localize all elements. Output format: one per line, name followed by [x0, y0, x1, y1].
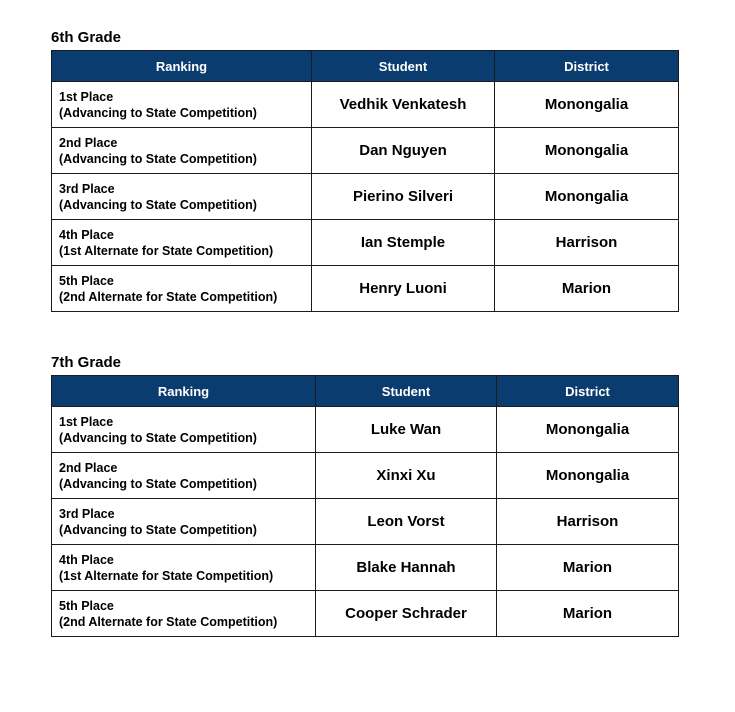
place-label: 5th Place: [59, 598, 114, 613]
district-cell: Harrison: [495, 220, 679, 266]
table-row: [52, 453, 679, 499]
place-note: (1st Alternate for State Competition): [59, 568, 274, 583]
table-row: [52, 545, 679, 591]
grade-7-table: [51, 375, 679, 637]
ranking-cell: [52, 220, 312, 266]
header-ranking: Ranking: [52, 376, 316, 407]
header-student: Student: [316, 376, 497, 407]
place-label: 2nd Place: [59, 460, 118, 475]
header-district: District: [495, 51, 679, 82]
place-label: 4th Place: [59, 227, 114, 242]
header-ranking: Ranking: [52, 51, 312, 82]
place-label: 2nd Place: [59, 135, 118, 150]
ranking-cell: [52, 499, 316, 545]
place-label: 5th Place: [59, 273, 114, 288]
place-label: 3rd Place: [59, 181, 115, 196]
place-note: (Advancing to State Competition): [59, 476, 257, 491]
ranking-cell: [52, 128, 312, 174]
place-note: (2nd Alternate for State Competition): [59, 614, 278, 629]
district-cell: Monongalia: [497, 407, 679, 453]
grade-6-title: 6th Grade: [51, 29, 122, 46]
table-row: [52, 174, 679, 220]
place-note: (2nd Alternate for State Competition): [59, 289, 278, 304]
table-header-row: [52, 51, 679, 82]
table-row: [52, 499, 679, 545]
district-cell: Monongalia: [495, 82, 679, 128]
header-district: District: [497, 376, 679, 407]
district-cell: Monongalia: [495, 128, 679, 174]
table-row: [52, 128, 679, 174]
grade-7-title: 7th Grade: [51, 354, 122, 371]
table-header-row: [52, 376, 679, 407]
ranking-cell: [52, 591, 316, 637]
ranking-cell: [52, 407, 316, 453]
table-row: [52, 591, 679, 637]
ranking-cell: [52, 545, 316, 591]
ranking-cell: [52, 82, 312, 128]
student-cell: Luke Wan: [316, 407, 497, 453]
district-cell: Harrison: [497, 499, 679, 545]
place-label: 3rd Place: [59, 506, 115, 521]
student-cell: Dan Nguyen: [312, 128, 495, 174]
table-row: [52, 82, 679, 128]
grade-6-section: [51, 28, 678, 312]
student-cell: Cooper Schrader: [316, 591, 497, 637]
grade-6-table: [51, 50, 679, 312]
place-note: (Advancing to State Competition): [59, 151, 257, 166]
district-cell: Marion: [497, 545, 679, 591]
district-cell: Marion: [495, 266, 679, 312]
student-cell: Ian Stemple: [312, 220, 495, 266]
table-row: [52, 407, 679, 453]
district-cell: Monongalia: [497, 453, 679, 499]
grade-7-section: [51, 353, 678, 637]
ranking-cell: [52, 453, 316, 499]
place-note: (Advancing to State Competition): [59, 522, 257, 537]
header-student: Student: [312, 51, 495, 82]
table-row: [52, 266, 679, 312]
place-note: (Advancing to State Competition): [59, 105, 257, 120]
place-note: (1st Alternate for State Competition): [59, 243, 274, 258]
district-cell: Marion: [497, 591, 679, 637]
table-row: [52, 220, 679, 266]
ranking-cell: [52, 174, 312, 220]
place-label: 1st Place: [59, 414, 114, 429]
place-note: (Advancing to State Competition): [59, 430, 257, 445]
district-cell: Monongalia: [495, 174, 679, 220]
student-cell: Henry Luoni: [312, 266, 495, 312]
place-note: (Advancing to State Competition): [59, 197, 257, 212]
ranking-cell: [52, 266, 312, 312]
student-cell: Xinxi Xu: [316, 453, 497, 499]
student-cell: Pierino Silveri: [312, 174, 495, 220]
place-label: 4th Place: [59, 552, 114, 567]
student-cell: Vedhik Venkatesh: [312, 82, 495, 128]
place-label: 1st Place: [59, 89, 114, 104]
student-cell: Blake Hannah: [316, 545, 497, 591]
student-cell: Leon Vorst: [316, 499, 497, 545]
